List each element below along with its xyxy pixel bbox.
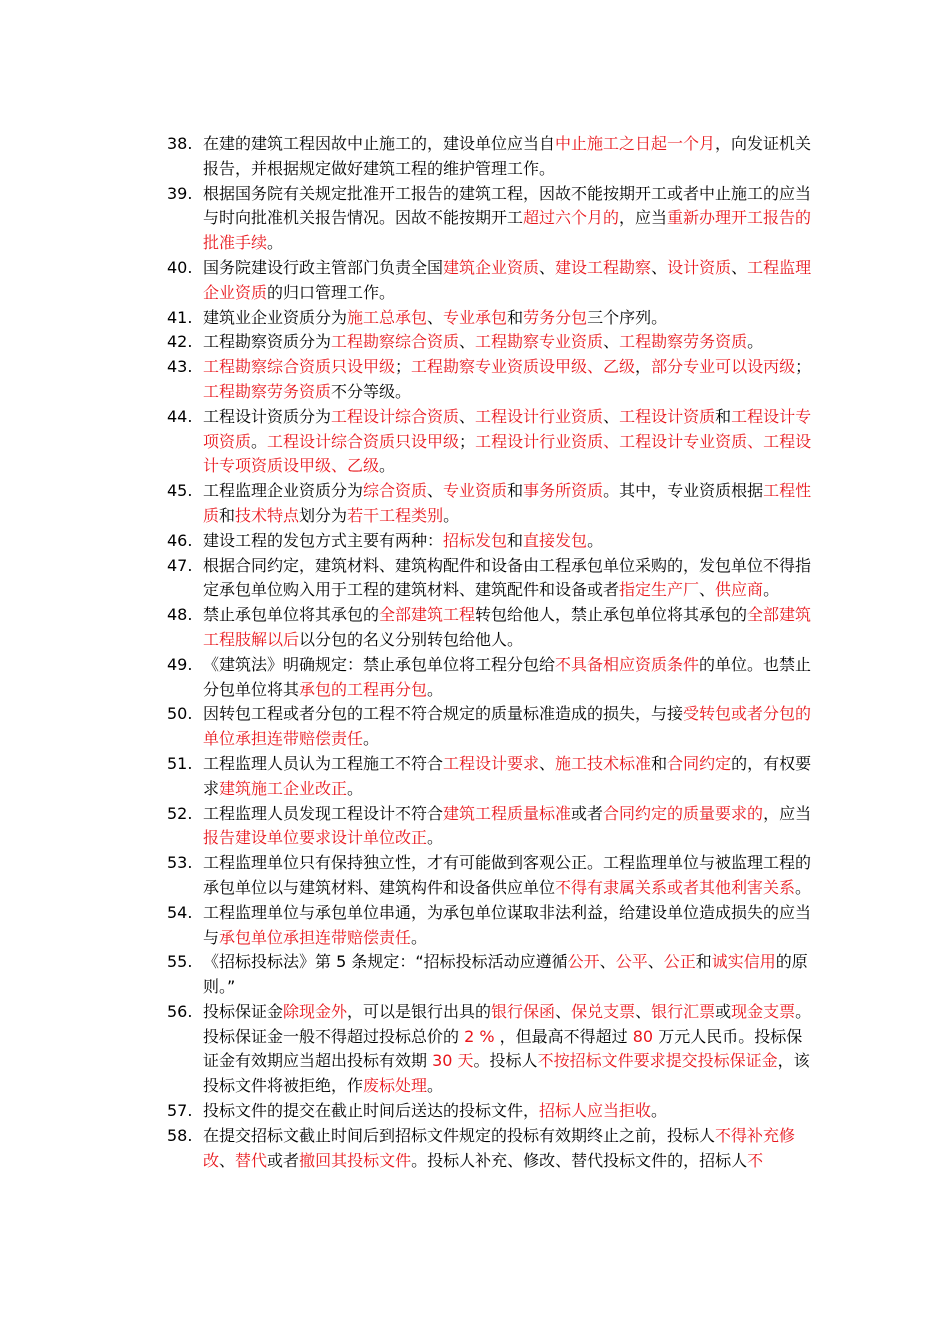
list-item (167, 256, 812, 306)
highlighted-term: 不得有隶属关系或者其他利害关系 (555, 877, 796, 897)
item-text (203, 1000, 812, 1099)
highlighted-term: 银行保函 (491, 1001, 556, 1021)
highlighted-term: 事务所资质 (523, 481, 604, 501)
text-segment: ，向发证机关报告，并根据规定做好建筑工程的维护管理工作。 (203, 134, 812, 178)
text-segment: 三个序列。 (587, 307, 668, 327)
text-segment: ，应当 (763, 803, 812, 823)
text-segment: 、 (699, 580, 716, 600)
text-segment: 工程监理人员认为工程施工不符合 (203, 753, 444, 773)
item-number: 40. (167, 257, 193, 277)
highlighted-term: 施工技术标准 (555, 753, 652, 773)
highlighted-term: 指定生产厂 (619, 580, 700, 600)
highlighted-term: 不 (747, 1150, 764, 1170)
highlighted-term: 建筑企业资质 (443, 257, 540, 277)
list-item (167, 355, 812, 405)
highlighted-term: 设计资质 (667, 257, 732, 277)
text-segment: 《建筑法》明确规定：禁止承包单位将工程分包给 (203, 654, 556, 674)
text-segment: 《招标投标法》第 5 条规定：“招标投标活动应遵循 (203, 952, 568, 972)
highlighted-term: 工程勘察综合资质只设甲级 (203, 357, 396, 377)
text-segment: 或者 (267, 1150, 300, 1170)
highlighted-term: 工程勘察综合资质 (331, 332, 460, 352)
item-number: 55. (167, 952, 193, 972)
text-segment: 。投标人 (473, 1051, 538, 1071)
text-segment: 、 (427, 481, 444, 501)
text-segment: 和 (507, 307, 524, 327)
highlighted-term: 超过六个月的 (523, 208, 620, 228)
highlighted-term: 报告建设单位要求设计单位改正 (203, 828, 428, 848)
item-number: 50. (167, 704, 193, 724)
item-number: 49. (167, 654, 193, 674)
text-segment: ，可以是银行出具的 (347, 1001, 492, 1021)
text-segment: 、 (635, 1001, 652, 1021)
highlighted-term: 承包的工程再分包 (299, 679, 428, 699)
item-number: 51. (167, 753, 193, 773)
list-item (167, 1099, 812, 1124)
text-segment: 和 (507, 481, 524, 501)
text-segment: 和 (695, 952, 712, 972)
text-segment: 的原则。” (203, 952, 808, 997)
item-text (203, 132, 812, 182)
item-number: 41. (167, 307, 193, 327)
item-number: 39. (167, 183, 193, 203)
item-text (203, 256, 812, 306)
highlighted-term: 专业承包 (443, 307, 508, 327)
text-segment: 。 (379, 456, 396, 476)
highlighted-term: 不具备相应资质条件 (555, 654, 700, 674)
text-segment: 、 (651, 257, 668, 277)
item-number: 56. (167, 1001, 193, 1021)
item-text (203, 653, 812, 703)
highlighted-term: 工程设计要求 (443, 753, 540, 773)
text-segment: 根据国务院有关规定批准开工报告的建筑工程，因故不能按期开工或者中止施工的应当与时向批准机关报告情况。因故不能按期开工 (203, 183, 812, 228)
text-segment: 和 (219, 505, 236, 525)
text-segment: 建筑业企业资质分为 (203, 307, 348, 327)
highlighted-term: 全部建筑工程肢解以后 (203, 605, 812, 649)
highlighted-term: 2 % (464, 1026, 495, 1046)
text-segment: 或 (715, 1001, 732, 1021)
text-segment: 、 (539, 753, 556, 773)
item-text (203, 851, 812, 901)
text-segment: 。 (267, 233, 284, 253)
text-segment: 、 (599, 952, 616, 972)
text-segment: 。 (411, 927, 428, 947)
highlighted-term: 废标处理 (363, 1076, 428, 1096)
highlighted-term: 公开 (567, 952, 600, 972)
item-text (203, 752, 812, 802)
text-segment: 、 (539, 257, 556, 277)
highlighted-term: 工程勘察专业资质设甲级、乙级 (411, 357, 636, 377)
list-item (167, 950, 812, 1000)
text-segment: ； (795, 357, 812, 377)
list-item (167, 479, 812, 529)
list-item (167, 529, 812, 554)
text-segment: 。其中，专业资质根据 (603, 481, 764, 501)
highlighted-term: 直接发包 (523, 530, 588, 550)
highlighted-term: 撤回其投标文件 (299, 1150, 412, 1170)
list-item (167, 752, 812, 802)
item-number: 57. (167, 1101, 193, 1121)
text-segment: 、 (459, 406, 476, 426)
highlighted-term: 工程设计行业资质、工程设计专业资质、工程设计专项资质设甲级、乙级 (203, 431, 812, 476)
item-text (203, 330, 812, 355)
text-segment: ，应当 (619, 208, 668, 228)
text-segment: 、 (427, 307, 444, 327)
list-item (167, 851, 812, 901)
text-segment: 、 (647, 952, 664, 972)
item-text (203, 554, 812, 604)
text-segment: 的归口管理工作。 (267, 282, 396, 302)
highlighted-term: 工程性质 (203, 481, 812, 525)
highlighted-term: 招标人应当拒收 (539, 1101, 652, 1121)
item-number: 38. (167, 134, 193, 153)
text-segment: 和 (507, 530, 524, 550)
item-text (203, 702, 812, 752)
item-number: 47. (167, 555, 193, 575)
text-segment: 工程监理单位只有保持独立性，才有可能做到客观公正。工程监理单位与被监理工程的承包单位以与建筑材料、建筑构件和设备供应单位 (203, 853, 812, 897)
list-item (167, 603, 812, 653)
text-segment: ； (459, 431, 476, 451)
item-text (203, 405, 812, 479)
item-text (203, 529, 812, 554)
text-segment: 和 (651, 753, 668, 773)
highlighted-term: 专业资质 (443, 481, 508, 501)
text-segment: 。 (363, 729, 380, 749)
item-number: 45. (167, 481, 193, 501)
text-segment: 转包给他人，禁止承包单位将其承包的 (475, 605, 748, 625)
highlighted-term: 建设工程勘察 (555, 257, 652, 277)
highlighted-term: 综合资质 (363, 481, 428, 501)
item-number: 46. (167, 530, 193, 550)
list-item (167, 1000, 812, 1099)
text-segment: 投标保证金 (203, 1001, 284, 1021)
text-segment: 、 (555, 1001, 572, 1021)
text-segment: 工程监理企业资质分为 (203, 481, 364, 501)
item-number: 43. (167, 357, 193, 377)
text-segment: 。投标人补充、修改、替代投标文件的，招标人 (411, 1150, 748, 1170)
highlighted-term: 工程设计综合资质只设甲级 (267, 431, 460, 451)
list-item (167, 330, 812, 355)
highlighted-term: 招标发包 (443, 530, 508, 550)
item-text (203, 355, 812, 405)
item-number: 53. (167, 853, 193, 873)
highlighted-term: 公平 (615, 952, 648, 972)
text-segment: 和 (715, 406, 732, 426)
highlighted-term: 80 (632, 1026, 654, 1046)
list-item (167, 1124, 812, 1174)
text-segment: 。 (443, 505, 460, 525)
text-segment: 。 (427, 1076, 444, 1096)
text-segment: 。 (795, 877, 812, 897)
text-segment: 。 (651, 1101, 668, 1121)
highlighted-term: 现金支票 (731, 1001, 796, 1021)
text-segment: 万元人民币。投标保证金有效期应当超出投标有效期 (203, 1026, 803, 1071)
text-segment: 。 (587, 530, 604, 550)
highlighted-term: 工程设计资质 (619, 406, 716, 426)
text-segment: 不分等级。 (331, 381, 412, 401)
highlighted-term: 保兑支票 (571, 1001, 636, 1021)
item-number: 44. (167, 406, 193, 426)
highlighted-term: 技术特点 (235, 505, 300, 525)
text-segment: 禁止承包单位将其承包的 (203, 605, 380, 625)
item-number: 48. (167, 605, 193, 625)
text-segment: ， (635, 357, 652, 377)
text-segment: 的单位。也禁止分包单位将其 (203, 654, 812, 699)
text-segment: ，该投标文件将被拒绝，作 (203, 1051, 810, 1096)
list-item (167, 653, 812, 703)
text-segment: 。 (347, 778, 364, 798)
text-segment: 。 (747, 332, 764, 352)
document-page (167, 132, 812, 1173)
item-text (203, 479, 812, 529)
text-segment: 投标文件的提交在截止时间后送达的投标文件， (203, 1101, 540, 1121)
text-segment: 工程监理人员发现工程设计不符合 (203, 803, 444, 823)
highlighted-term: 替代 (235, 1150, 268, 1170)
text-segment: 的，有权要求 (203, 753, 812, 798)
highlighted-term: 工程设计专项资质 (203, 406, 812, 451)
text-segment: 。 (251, 431, 268, 451)
item-number: 42. (167, 332, 193, 352)
highlighted-term: 合同约定 (667, 753, 732, 773)
text-segment: 划分为 (299, 505, 348, 525)
text-segment: 、 (603, 332, 620, 352)
list-item (167, 405, 812, 479)
list-item (167, 306, 812, 331)
highlighted-term: 受转包或者分包的单位承担连带赔偿责任 (203, 704, 812, 749)
highlighted-term: 合同约定的质量要求的 (603, 803, 764, 823)
item-text (203, 802, 812, 852)
highlighted-term: 供应商 (715, 580, 764, 600)
list-item (167, 132, 812, 182)
text-segment: 。投标保证金一般不得超过投标总价的 (203, 1001, 812, 1046)
item-text (203, 1099, 812, 1124)
highlighted-term: 施工总承包 (347, 307, 428, 327)
highlighted-term: 工程勘察专业资质 (475, 332, 604, 352)
text-segment: 以分包的名义分别转包给他人。 (299, 629, 524, 649)
item-text (203, 182, 812, 256)
text-segment: 在提交招标文截止时间后到招标文件规定的投标有效期终止之前，投标人 (203, 1125, 716, 1145)
highlighted-term: 工程设计综合资质 (331, 406, 460, 426)
text-segment: 工程监理单位与承包单位串通，为承包单位谋取非法利益，给建设单位造成损失的应当与 (203, 902, 812, 947)
highlighted-term: 不得补充修改 (203, 1125, 796, 1170)
highlighted-term: 部分专业可以设丙级 (651, 357, 796, 377)
list-item (167, 901, 812, 951)
highlighted-term: 全部建筑工程 (379, 605, 476, 625)
highlighted-term: 诚实信用 (711, 952, 776, 972)
text-segment: ，但最高不得超过 (494, 1026, 633, 1046)
highlighted-term: 银行汇票 (651, 1001, 716, 1021)
text-segment: 、 (603, 406, 620, 426)
highlighted-term: 劳务分包 (523, 307, 588, 327)
highlighted-term: 工程勘察劳务资质 (203, 381, 332, 401)
highlighted-term: 30 天 (432, 1051, 474, 1071)
list-item (167, 702, 812, 752)
highlighted-term: 除现金外 (283, 1001, 348, 1021)
highlighted-term: 承包单位承担连带赔偿责任 (219, 927, 412, 947)
text-segment: 。 (763, 580, 780, 600)
text-segment: 或者 (571, 803, 604, 823)
highlighted-term: 若干工程类别 (347, 505, 444, 525)
highlighted-term: 重新办理开工报告的批准手续 (203, 208, 812, 253)
list-item (167, 802, 812, 852)
text-segment: 、 (731, 257, 748, 277)
item-text (203, 603, 812, 653)
text-segment: ； (395, 357, 412, 377)
text-segment: 。 (427, 679, 444, 699)
item-number: 54. (167, 902, 193, 922)
list-item (167, 554, 812, 604)
item-text (203, 901, 812, 951)
text-segment: 、 (219, 1150, 236, 1170)
highlighted-term: 公正 (663, 952, 696, 972)
list-item (167, 182, 812, 256)
highlighted-term: 工程设计行业资质 (475, 406, 604, 426)
highlighted-term: 不按招标文件要求提交投标保证金 (537, 1051, 778, 1071)
item-text (203, 1124, 812, 1174)
text-segment: 国务院建设行政主管部门负责全国 (203, 257, 444, 277)
text-segment: 因转包工程或者分包的工程不符合规定的质量标准造成的损失，与接 (203, 704, 684, 724)
highlighted-term: 建筑工程质量标准 (443, 803, 572, 823)
item-text (203, 306, 812, 331)
item-text (203, 950, 812, 1000)
item-number: 58. (167, 1125, 193, 1145)
text-segment: 在建的建筑工程因故中止施工的，建设单位应当自 (203, 134, 556, 153)
text-segment: 根据合同约定，建筑材料、建筑构配件和设备由工程承包单位采购的，发包单位不得指定承包单位购入用于工程的建筑材料、建筑配件和设备或者 (203, 555, 812, 600)
text-segment: 、 (459, 332, 476, 352)
highlighted-term: 建筑施工企业改正 (219, 778, 348, 798)
text-segment: 工程勘察资质分为 (203, 332, 332, 352)
highlighted-term: 工程勘察劳务资质 (619, 332, 748, 352)
text-segment: 工程设计资质分为 (203, 406, 332, 426)
highlighted-term: 工程监理企业资质 (203, 257, 812, 302)
highlighted-term: 中止施工之日起一个月 (555, 134, 716, 153)
item-number: 52. (167, 803, 193, 823)
text-segment: 建设工程的发包方式主要有两种： (203, 530, 444, 550)
text-segment: 。 (427, 828, 444, 848)
